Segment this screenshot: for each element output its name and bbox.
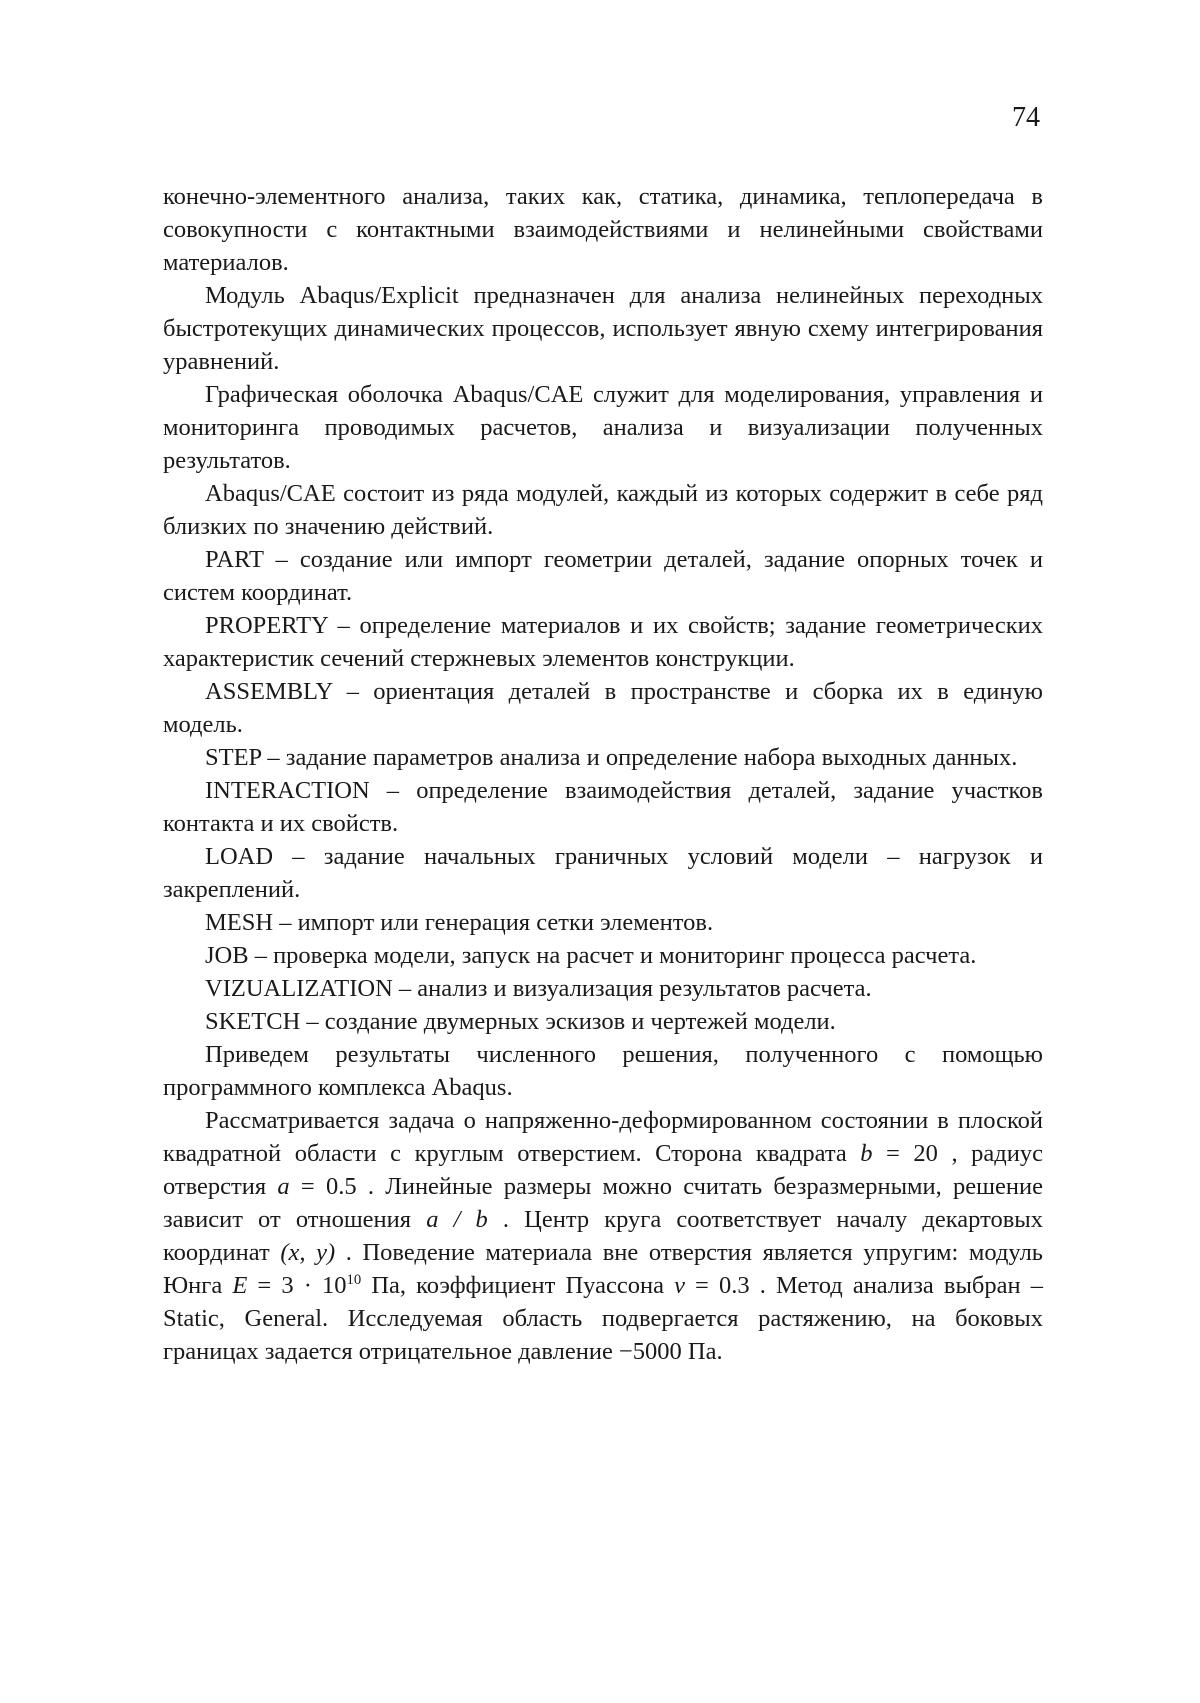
paragraph-problem-statement: Рассматривается задача о напряженно-деформированном состоянии в плоской квадратной области с круглым отверстием. Сторона квадрата b = 20 , радиус отверстия a = 0.5 . Линейные размеры можно считать безразмерными, решение зависит от отношения a / b . Центр круга соответствует началу декартовых координат (x, y) . Поведение материала вне отверстия является упругим: модуль Юнга E = 3 · 1010 Па, коэффициент Пуассона ν = 0.3 . Метод анализа выбран – Static, General. Исследуемая область подвергается растяжению, на боковых границах задается отрицательное давление −5000 Па. xyxy=(163,1104,1043,1368)
paragraph-module-property: PROPERTY – определение материалов и их свойств; задание геометрических характеристик сечений стержневых элементов конструкции. xyxy=(163,609,1043,675)
paragraph-module-assembly: ASSEMBLY – ориентация деталей в пространстве и сборка их в единую модель. xyxy=(163,675,1043,741)
page-number: 74 xyxy=(1012,104,1040,132)
paragraph-abaqus-explicit: Модуль Abaqus/Explicit предназначен для анализа нелинейных переходных быстротекущих динамических процессов, использует явную схему интегрирования уравнений. xyxy=(163,279,1043,378)
paragraph-module-vizualization: VIZUALIZATION – анализ и визуализация результатов расчета. xyxy=(163,972,1043,1005)
paragraph-module-mesh: MESH – импорт или генерация сетки элементов. xyxy=(163,906,1043,939)
paragraph-module-part: PART – создание или импорт геометрии деталей, задание опорных точек и систем координат. xyxy=(163,543,1043,609)
document-page xyxy=(0,0,1200,1703)
paragraph-modules-intro: Abaqus/CAE состоит из ряда модулей, каждый из которых содержит в себе ряд близких по значению действий. xyxy=(163,477,1043,543)
paragraph-module-interaction: INTERACTION – определение взаимодействия деталей, задание участков контакта и их свойств. xyxy=(163,774,1043,840)
paragraph-module-load: LOAD – задание начальных граничных условий модели – нагрузок и закреплений. xyxy=(163,840,1043,906)
paragraph-continuation: конечно-элементного анализа, таких как, статика, динамика, теплопередача в совокупности с контактными взаимодействиями и нелинейными свойствами материалов. xyxy=(163,180,1043,279)
paragraph-module-job: JOB – проверка модели, запуск на расчет и мониторинг процесса расчета. xyxy=(163,939,1043,972)
paragraph-module-sketch: SKETCH – создание двумерных эскизов и чертежей модели. xyxy=(163,1005,1043,1038)
text-body xyxy=(163,180,1043,1368)
paragraph-module-step: STEP – задание параметров анализа и определение набора выходных данных. xyxy=(163,741,1043,774)
paragraph-results-intro: Приведем результаты численного решения, полученного с помощью программного комплекса Abaqus. xyxy=(163,1038,1043,1104)
paragraph-abaqus-cae: Графическая оболочка Abaqus/CAE служит для моделирования, управления и мониторинга проводимых расчетов, анализа и визуализации полученных результатов. xyxy=(163,378,1043,477)
